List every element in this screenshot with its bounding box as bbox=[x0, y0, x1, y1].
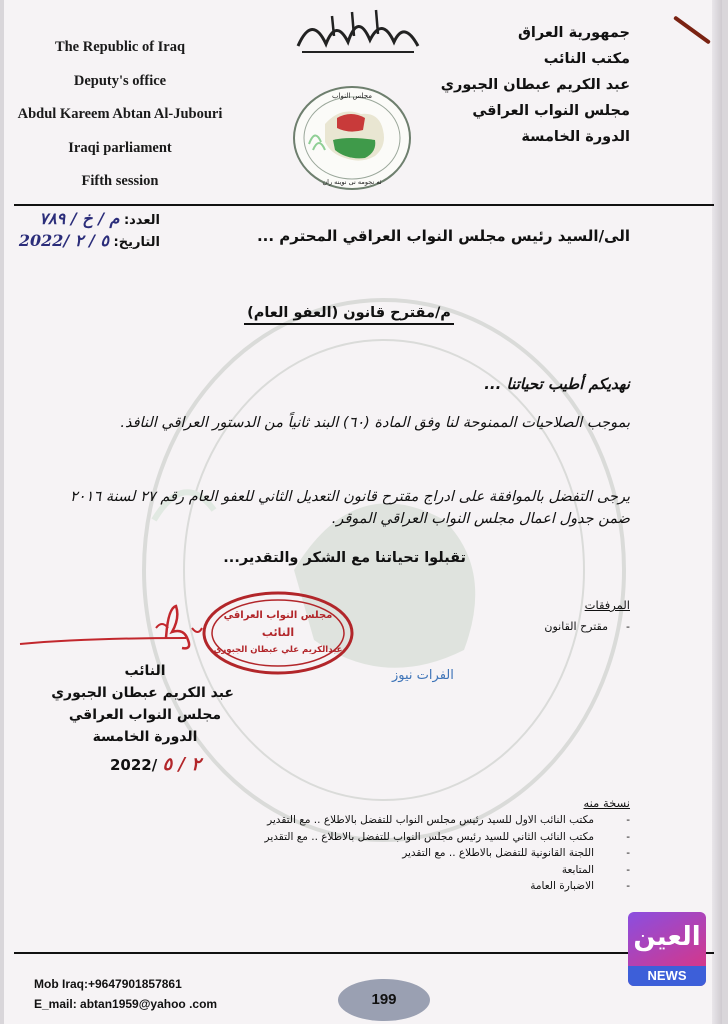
basmala-text: بسم الله الرحمن الرحيم bbox=[352, 36, 364, 37]
arabic-line: مجلس النواب العراقي bbox=[472, 103, 630, 119]
copy-item: -المتابعة bbox=[561, 863, 630, 876]
basmala-calligraphy bbox=[292, 6, 424, 58]
copy-item: -اللجنة القانونية للتفضل بالاطلاع .. مع التقدير bbox=[402, 847, 630, 859]
reference-date-value: ٥ / ٢ /2022 bbox=[18, 231, 109, 250]
signature-date-year: 2022/ bbox=[110, 756, 158, 774]
copy-item-label: مكتب النائب الثاني للسيد رئيس مجلس النواب للتفضل بالاطلاع .. مع التقدير bbox=[264, 830, 594, 843]
document-page bbox=[4, 0, 722, 1024]
copy-item: -الاضبارة العامة bbox=[530, 880, 630, 892]
attachment-item: -مقترح القانون bbox=[544, 620, 630, 633]
subject-line: م/مقترح قانون (العفو العام) bbox=[244, 305, 454, 325]
english-line: The Republic of Iraq bbox=[54, 39, 186, 55]
body-paragraph: يرجى التفضل بالموافقة على ادراج مقترح قانون التعديل الثاني للعفو العام رقم ٢٧ لسنة ٢٠١٦ ضمن جدول اعمال مجلس النواب العراقي الموقر. bbox=[70, 489, 630, 527]
signature-date bbox=[110, 754, 201, 775]
closing-line: تقبلوا تحياتنا مع الشكر والتقدير... bbox=[223, 550, 466, 566]
english-letterhead bbox=[10, 36, 230, 204]
copy-item: -مكتب النائب الاول للسيد رئيس مجلس النواب للتفضل بالاطلاع .. مع التقدير bbox=[267, 814, 630, 826]
body-paragraph: بموجب الصلاحيات الممنوحة لنا وفق المادة (٦٠) البند ثانياً من الدستور العراقي النافذ. bbox=[120, 415, 630, 431]
copy-item-label: اللجنة القانونية للتفضل بالاطلاع .. مع التقدير bbox=[402, 847, 594, 859]
english-line: Abdul Kareem Abtan Al-Jubouri bbox=[17, 106, 223, 122]
signature-line: الدورة الخامسة bbox=[92, 729, 198, 745]
copies-title: نسخة منه bbox=[583, 796, 630, 810]
arabic-line: جمهورية العراق bbox=[517, 25, 630, 41]
news-logo bbox=[628, 912, 706, 986]
reference-date-row bbox=[10, 230, 160, 252]
reference-number-label: العدد: bbox=[123, 213, 160, 228]
addressee-line: الى/السيد رئيس مجلس النواب العراقي المحترم ... bbox=[256, 227, 630, 245]
stamp-line-1: مجلس النواب العراقي bbox=[223, 610, 333, 621]
attachment-item-label: مقترح القانون bbox=[544, 620, 609, 633]
stamp-line-3: عبدالكريم علي عبطان الجبوري bbox=[213, 645, 343, 655]
copies-list bbox=[230, 812, 630, 895]
contact-block bbox=[34, 974, 217, 1014]
arabic-line: مكتب النائب bbox=[543, 51, 630, 67]
emblem-top-text: مجلس النواب bbox=[331, 92, 373, 100]
arabic-line: الدورة الخامسة bbox=[521, 129, 630, 145]
signature-block bbox=[51, 660, 234, 748]
english-line: Fifth session bbox=[81, 173, 159, 189]
reference-date-label: التاريخ: bbox=[113, 235, 160, 250]
signature-date-handwritten: ٢ / ٥ bbox=[162, 754, 201, 775]
handwritten-signature bbox=[16, 598, 206, 668]
pen-stroke-mark bbox=[673, 15, 711, 44]
stamp-line-2: النائب bbox=[261, 626, 295, 639]
copy-item: -مكتب النائب الثاني للسيد رئيس مجلس النواب للتفضل بالاطلاع .. مع التقدير bbox=[264, 830, 630, 843]
reference-number-row bbox=[10, 208, 160, 230]
page-edge-shadow bbox=[712, 0, 722, 1024]
english-line: Deputy's office bbox=[73, 72, 167, 89]
greeting-line: نهديكم أطيب تحياتنا ... bbox=[484, 375, 630, 393]
arabic-letterhead bbox=[440, 20, 630, 150]
news-logo-english: NEWS bbox=[628, 966, 706, 986]
signature-line: عبد الكريم عبطان الجبوري bbox=[51, 685, 234, 701]
page-number-badge: 199 bbox=[338, 979, 430, 1021]
header-divider bbox=[14, 204, 714, 206]
reference-number-value: م / خ / ٧٨٩ bbox=[39, 209, 120, 228]
news-logo-arabic: العين bbox=[633, 922, 701, 952]
signature-line: النائب bbox=[124, 663, 166, 679]
reference-block bbox=[10, 208, 160, 252]
mobile-number: Mob Iraq:+9647901857861 bbox=[34, 977, 182, 991]
emblem-bottom-text: ئه نجومه نى نوينه ران bbox=[322, 178, 382, 186]
english-line: Iraqi parliament bbox=[68, 139, 172, 156]
copy-item-label: الاضبارة العامة bbox=[530, 880, 594, 892]
arabic-line: عبد الكريم عبطان الجبوري bbox=[440, 77, 630, 93]
signature-line: مجلس النواب العراقي bbox=[68, 707, 222, 723]
parliament-emblem-icon bbox=[291, 84, 413, 192]
background-seal-watermark bbox=[124, 270, 644, 870]
copy-item-label: المتابعة bbox=[561, 863, 594, 876]
attachments-title: المرفقات bbox=[584, 598, 630, 612]
email-address: E_mail: abtan1959@yahoo .com bbox=[34, 997, 218, 1011]
footer-divider bbox=[14, 952, 714, 954]
copy-item-label: مكتب النائب الاول للسيد رئيس مجلس النواب للتفضل بالاطلاع .. مع التقدير bbox=[267, 814, 594, 826]
watermark-text: الفرات نيوز bbox=[392, 668, 454, 683]
